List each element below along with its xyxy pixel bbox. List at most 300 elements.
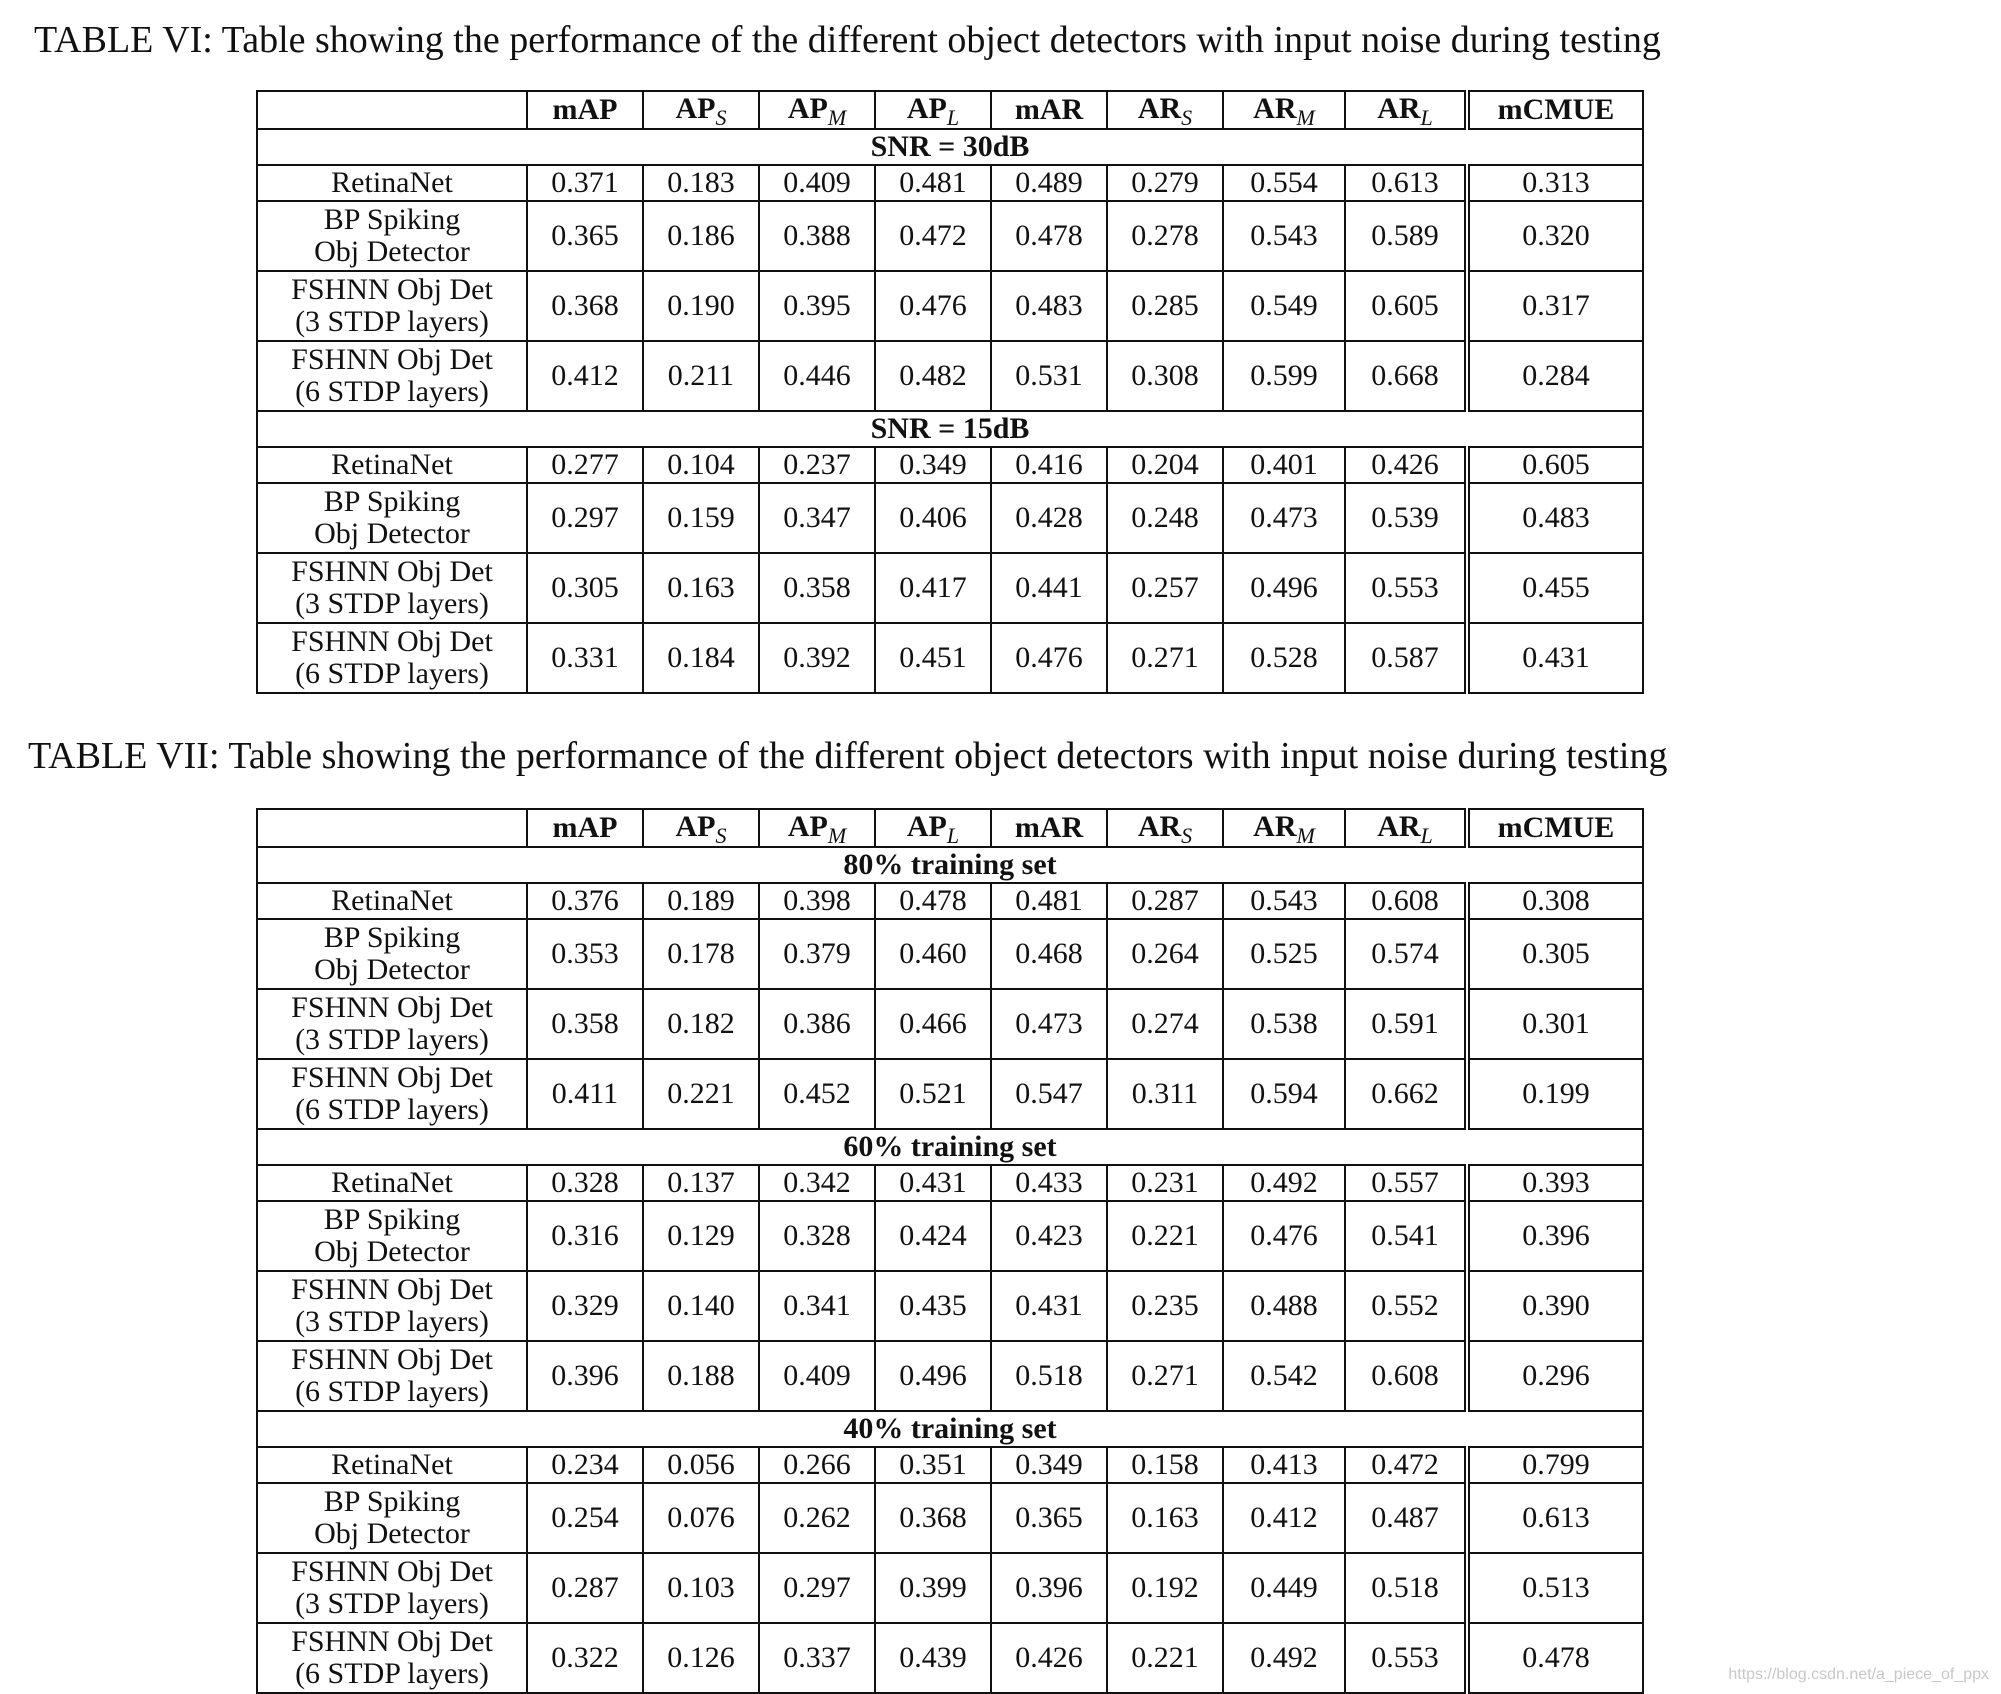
- metric-value-cell: 0.538: [1223, 989, 1345, 1059]
- model-name-line: (6 STDP layers): [295, 657, 489, 690]
- metric-value-cell: 0.221: [1107, 1201, 1223, 1271]
- model-name-line: (3 STDP layers): [295, 1305, 489, 1338]
- column-header: [1107, 809, 1223, 847]
- column-header-label: mAR: [1014, 93, 1084, 126]
- metric-value-cell: 0.163: [1107, 1483, 1223, 1553]
- metric-value-cell: 0.513: [1467, 1553, 1643, 1623]
- table-row: [257, 447, 1643, 483]
- metric-value-cell: 0.076: [643, 1483, 759, 1553]
- metric-value-cell: 0.103: [643, 1553, 759, 1623]
- section-row: [257, 129, 1643, 165]
- metric-value-cell: 0.411: [527, 1059, 643, 1129]
- metric-value-cell: 0.483: [991, 271, 1107, 341]
- column-header-subscript: L: [946, 823, 960, 847]
- metric-value-cell: 0.449: [1223, 1553, 1345, 1623]
- metric-value-cell: 0.413: [1223, 1447, 1345, 1483]
- model-name-cell: [257, 1447, 527, 1483]
- metric-value-cell: 0.574: [1345, 919, 1467, 989]
- model-name-line: Obj Detector: [314, 517, 470, 550]
- watermark: https://blog.csdn.net/a_piece_of_ppx: [1728, 1666, 1989, 1683]
- metric-value-cell: 0.313: [1467, 165, 1643, 201]
- metric-value-cell: 0.599: [1223, 341, 1345, 411]
- metric-value-cell: 0.287: [1107, 883, 1223, 919]
- column-header: [643, 91, 759, 129]
- metric-value-cell: 0.341: [759, 1271, 875, 1341]
- metric-value-cell: 0.424: [875, 1201, 991, 1271]
- model-name-line: FSHNN Obj Det: [291, 343, 493, 376]
- metric-value-cell: 0.379: [759, 919, 875, 989]
- model-name-cell: [257, 165, 527, 201]
- model-name-line: FSHNN Obj Det: [291, 625, 493, 658]
- section-row: [257, 847, 1643, 883]
- metric-value-cell: 0.423: [991, 1201, 1107, 1271]
- metric-value-cell: 0.349: [875, 447, 991, 483]
- model-name-line: Obj Detector: [314, 1517, 470, 1550]
- metric-value-cell: 0.188: [643, 1341, 759, 1411]
- metric-value-cell: 0.518: [991, 1341, 1107, 1411]
- metric-value-cell: 0.543: [1223, 201, 1345, 271]
- table-row: [257, 623, 1643, 693]
- metric-value-cell: 0.192: [1107, 1553, 1223, 1623]
- metric-value-cell: 0.416: [991, 447, 1107, 483]
- metric-value-cell: 0.388: [759, 201, 875, 271]
- model-name-cell: [257, 1553, 527, 1623]
- column-header: [1345, 91, 1467, 129]
- column-header: [1467, 809, 1643, 847]
- metric-value-cell: 0.476: [991, 623, 1107, 693]
- metric-value-cell: 0.605: [1345, 271, 1467, 341]
- metric-value-cell: 0.358: [759, 553, 875, 623]
- metric-value-cell: 0.472: [875, 201, 991, 271]
- metric-value-cell: 0.365: [527, 201, 643, 271]
- metric-value-cell: 0.446: [759, 341, 875, 411]
- metric-value-cell: 0.489: [991, 165, 1107, 201]
- table-row: [257, 1623, 1643, 1693]
- metric-value-cell: 0.296: [1467, 1341, 1643, 1411]
- model-name-line: (6 STDP layers): [295, 375, 489, 408]
- model-name-cell: [257, 919, 527, 989]
- table-row: [257, 989, 1643, 1059]
- metric-value-cell: 0.221: [643, 1059, 759, 1129]
- metric-value-cell: 0.393: [1467, 1165, 1643, 1201]
- metric-value-cell: 0.311: [1107, 1059, 1223, 1129]
- model-name-line: RetinaNet: [331, 884, 453, 917]
- metric-value-cell: 0.183: [643, 165, 759, 201]
- metric-value-cell: 0.441: [991, 553, 1107, 623]
- metric-value-cell: 0.248: [1107, 483, 1223, 553]
- metric-value-cell: 0.531: [991, 341, 1107, 411]
- metric-value-cell: 0.799: [1467, 1447, 1643, 1483]
- metric-value-cell: 0.460: [875, 919, 991, 989]
- metric-value-cell: 0.186: [643, 201, 759, 271]
- metric-value-cell: 0.452: [759, 1059, 875, 1129]
- metric-value-cell: 0.199: [1467, 1059, 1643, 1129]
- model-name-line: (3 STDP layers): [295, 305, 489, 338]
- table-row: [257, 1201, 1643, 1271]
- metric-value-cell: 0.277: [527, 447, 643, 483]
- column-header-subscript: L: [1420, 105, 1433, 129]
- model-name-line: Obj Detector: [314, 235, 470, 268]
- metric-value-cell: 0.234: [527, 1447, 643, 1483]
- metric-value-cell: 0.525: [1223, 919, 1345, 989]
- metric-value-cell: 0.342: [759, 1165, 875, 1201]
- metric-value-cell: 0.284: [1467, 341, 1643, 411]
- column-header-subscript: S: [715, 105, 727, 129]
- metric-value-cell: 0.482: [875, 341, 991, 411]
- table-row: [257, 1483, 1643, 1553]
- metric-value-cell: 0.668: [1345, 341, 1467, 411]
- model-name-line: BP Spiking: [323, 485, 461, 518]
- metric-value-cell: 0.140: [643, 1271, 759, 1341]
- column-header: [759, 91, 875, 129]
- metric-value-cell: 0.412: [527, 341, 643, 411]
- metric-value-cell: 0.305: [527, 553, 643, 623]
- metric-value-cell: 0.455: [1467, 553, 1643, 623]
- column-header-subscript: L: [946, 105, 960, 129]
- metric-value-cell: 0.184: [643, 623, 759, 693]
- table-row: [257, 201, 1643, 271]
- metric-value-cell: 0.662: [1345, 1059, 1467, 1129]
- model-name-line: BP Spiking: [323, 1203, 461, 1236]
- metric-value-cell: 0.316: [527, 1201, 643, 1271]
- table-row: [257, 1165, 1643, 1201]
- metric-value-cell: 0.322: [527, 1623, 643, 1693]
- column-header: [875, 809, 991, 847]
- section-row: [257, 411, 1643, 447]
- metric-value-cell: 0.398: [759, 883, 875, 919]
- table-row: [257, 271, 1643, 341]
- metric-value-cell: 0.496: [1223, 553, 1345, 623]
- model-name-line: FSHNN Obj Det: [291, 1555, 493, 1588]
- metric-value-cell: 0.487: [1345, 1483, 1467, 1553]
- column-header: [527, 91, 643, 129]
- column-header: [643, 809, 759, 847]
- metric-value-cell: 0.541: [1345, 1201, 1467, 1271]
- metric-value-cell: 0.473: [991, 989, 1107, 1059]
- metric-value-cell: 0.396: [527, 1341, 643, 1411]
- column-header-subscript: M: [1296, 823, 1315, 847]
- section-row: [257, 1129, 1643, 1165]
- metric-value-cell: 0.279: [1107, 165, 1223, 201]
- model-name-line: (6 STDP layers): [295, 1093, 489, 1126]
- metric-value-cell: 0.204: [1107, 447, 1223, 483]
- metric-value-cell: 0.552: [1345, 1271, 1467, 1341]
- metric-value-cell: 0.426: [1345, 447, 1467, 483]
- metric-value-cell: 0.488: [1223, 1271, 1345, 1341]
- metric-value-cell: 0.137: [643, 1165, 759, 1201]
- metric-value-cell: 0.543: [1223, 883, 1345, 919]
- model-name-cell: [257, 447, 527, 483]
- table-row: [257, 1341, 1643, 1411]
- column-header: [527, 809, 643, 847]
- metric-value-cell: 0.417: [875, 553, 991, 623]
- section-title: 40% training set: [257, 1411, 1643, 1447]
- metric-value-cell: 0.608: [1345, 883, 1467, 919]
- metric-value-cell: 0.409: [759, 1341, 875, 1411]
- model-name-line: RetinaNet: [331, 1166, 453, 1199]
- metric-value-cell: 0.274: [1107, 989, 1223, 1059]
- metric-value-cell: 0.328: [527, 1165, 643, 1201]
- metric-value-cell: 0.390: [1467, 1271, 1643, 1341]
- section-row: [257, 1411, 1643, 1447]
- model-name-line: FSHNN Obj Det: [291, 1273, 493, 1306]
- metric-value-cell: 0.481: [875, 165, 991, 201]
- model-name-cell: [257, 1271, 527, 1341]
- column-header-label: AR: [1137, 810, 1182, 843]
- metric-value-cell: 0.365: [991, 1483, 1107, 1553]
- column-header: [759, 809, 875, 847]
- model-name-cell: [257, 1623, 527, 1693]
- model-name-line: Obj Detector: [314, 953, 470, 986]
- metric-value-cell: 0.211: [643, 341, 759, 411]
- metric-value-cell: 0.528: [1223, 623, 1345, 693]
- metric-value-cell: 0.395: [759, 271, 875, 341]
- table-vi-caption: TABLE VI: Table showing the performance of the different object detectors with input noise during testing: [34, 19, 1661, 61]
- column-header-label: mAR: [1014, 811, 1084, 844]
- metric-value-cell: 0.308: [1107, 341, 1223, 411]
- metric-value-cell: 0.308: [1467, 883, 1643, 919]
- metric-value-cell: 0.285: [1107, 271, 1223, 341]
- metric-value-cell: 0.235: [1107, 1271, 1223, 1341]
- metric-value-cell: 0.431: [1467, 623, 1643, 693]
- metric-value-cell: 0.278: [1107, 201, 1223, 271]
- model-name-line: (6 STDP layers): [295, 1375, 489, 1408]
- metric-value-cell: 0.271: [1107, 1341, 1223, 1411]
- metric-value-cell: 0.435: [875, 1271, 991, 1341]
- metric-value-cell: 0.547: [991, 1059, 1107, 1129]
- column-header-label: AR: [1377, 92, 1421, 125]
- metric-value-cell: 0.396: [991, 1553, 1107, 1623]
- model-name-cell: [257, 623, 527, 693]
- metric-value-cell: 0.478: [1467, 1623, 1643, 1693]
- model-name-cell: [257, 483, 527, 553]
- metric-value-cell: 0.178: [643, 919, 759, 989]
- metric-value-cell: 0.104: [643, 447, 759, 483]
- model-name-line: FSHNN Obj Det: [291, 991, 493, 1024]
- column-header-subscript: M: [827, 823, 847, 847]
- model-name-line: BP Spiking: [323, 921, 461, 954]
- table-row: [257, 883, 1643, 919]
- column-header: [991, 809, 1107, 847]
- column-header-label: AP: [675, 92, 716, 125]
- model-name-cell: [257, 883, 527, 919]
- model-name-line: FSHNN Obj Det: [291, 1343, 493, 1376]
- model-name-line: FSHNN Obj Det: [291, 273, 493, 306]
- column-header-label: mCMUE: [1497, 93, 1615, 126]
- metric-value-cell: 0.347: [759, 483, 875, 553]
- model-name-line: (3 STDP layers): [295, 1587, 489, 1620]
- metric-value-cell: 0.589: [1345, 201, 1467, 271]
- metric-value-cell: 0.483: [1467, 483, 1643, 553]
- model-name-cell: [257, 1341, 527, 1411]
- section-title: 80% training set: [257, 847, 1643, 883]
- metric-value-cell: 0.428: [991, 483, 1107, 553]
- metric-value-cell: 0.476: [1223, 1201, 1345, 1271]
- metric-value-cell: 0.190: [643, 271, 759, 341]
- metric-value-cell: 0.481: [991, 883, 1107, 919]
- metric-value-cell: 0.553: [1345, 553, 1467, 623]
- table-vii: [256, 808, 1644, 1694]
- column-header-label: AR: [1253, 810, 1297, 843]
- metric-value-cell: 0.189: [643, 883, 759, 919]
- table-vi: [256, 90, 1644, 694]
- column-header-label: AP: [787, 92, 828, 125]
- metric-value-cell: 0.392: [759, 623, 875, 693]
- metric-value-cell: 0.158: [1107, 1447, 1223, 1483]
- metric-value-cell: 0.613: [1345, 165, 1467, 201]
- model-name-cell: [257, 201, 527, 271]
- metric-value-cell: 0.320: [1467, 201, 1643, 271]
- metric-value-cell: 0.271: [1107, 623, 1223, 693]
- model-name-cell: [257, 989, 527, 1059]
- metric-value-cell: 0.358: [527, 989, 643, 1059]
- section-title: 60% training set: [257, 1129, 1643, 1165]
- table-row: [257, 341, 1643, 411]
- model-name-line: RetinaNet: [331, 448, 453, 481]
- model-name-line: Obj Detector: [314, 1235, 470, 1268]
- metric-value-cell: 0.163: [643, 553, 759, 623]
- metric-value-cell: 0.129: [643, 1201, 759, 1271]
- table-row: [257, 1447, 1643, 1483]
- column-header-subscript: M: [827, 105, 847, 129]
- section-title: SNR = 30dB: [257, 129, 1643, 165]
- metric-value-cell: 0.376: [527, 883, 643, 919]
- metric-value-cell: 0.237: [759, 447, 875, 483]
- column-header: [1223, 809, 1345, 847]
- model-name-cell: [257, 553, 527, 623]
- column-header-subscript: L: [1420, 823, 1433, 847]
- model-name-cell: [257, 1201, 527, 1271]
- model-name-cell: [257, 1483, 527, 1553]
- model-name-line: (3 STDP layers): [295, 1023, 489, 1056]
- metric-value-cell: 0.468: [991, 919, 1107, 989]
- metric-value-cell: 0.396: [1467, 1201, 1643, 1271]
- table-row: [257, 1271, 1643, 1341]
- model-name-line: FSHNN Obj Det: [291, 1061, 493, 1094]
- metric-value-cell: 0.351: [875, 1447, 991, 1483]
- column-header-label: mCMUE: [1497, 811, 1615, 844]
- metric-value-cell: 0.466: [875, 989, 991, 1059]
- table-row: [257, 553, 1643, 623]
- column-header: [875, 91, 991, 129]
- model-name-line: FSHNN Obj Det: [291, 1625, 493, 1658]
- metric-value-cell: 0.549: [1223, 271, 1345, 341]
- metric-value-cell: 0.368: [527, 271, 643, 341]
- corner-cell: [257, 91, 527, 129]
- metric-value-cell: 0.605: [1467, 447, 1643, 483]
- column-header-label: AR: [1253, 92, 1297, 125]
- metric-value-cell: 0.317: [1467, 271, 1643, 341]
- metric-value-cell: 0.478: [875, 883, 991, 919]
- metric-value-cell: 0.472: [1345, 1447, 1467, 1483]
- column-header-label: AP: [787, 810, 828, 843]
- corner-cell: [257, 809, 527, 847]
- metric-value-cell: 0.426: [991, 1623, 1107, 1693]
- table-vii-caption: TABLE VII: Table showing the performance of the different object detectors with input noise during testing: [28, 735, 1668, 777]
- column-header-label: mAP: [552, 93, 618, 126]
- metric-value-cell: 0.297: [527, 483, 643, 553]
- metric-value-cell: 0.329: [527, 1271, 643, 1341]
- metric-value-cell: 0.182: [643, 989, 759, 1059]
- model-name-line: BP Spiking: [323, 1485, 461, 1518]
- model-name-line: RetinaNet: [331, 166, 453, 199]
- table-row: [257, 165, 1643, 201]
- metric-value-cell: 0.521: [875, 1059, 991, 1129]
- model-name-cell: [257, 271, 527, 341]
- model-name-cell: [257, 341, 527, 411]
- column-header-subscript: M: [1296, 105, 1315, 129]
- metric-value-cell: 0.554: [1223, 165, 1345, 201]
- metric-value-cell: 0.353: [527, 919, 643, 989]
- metric-value-cell: 0.287: [527, 1553, 643, 1623]
- metric-value-cell: 0.231: [1107, 1165, 1223, 1201]
- metric-value-cell: 0.368: [875, 1483, 991, 1553]
- metric-value-cell: 0.301: [1467, 989, 1643, 1059]
- metric-value-cell: 0.371: [527, 165, 643, 201]
- table-row: [257, 1059, 1643, 1129]
- column-header-label: mAP: [552, 811, 618, 844]
- header-row: [257, 809, 1643, 847]
- metric-value-cell: 0.056: [643, 1447, 759, 1483]
- metric-value-cell: 0.399: [875, 1553, 991, 1623]
- metric-value-cell: 0.126: [643, 1623, 759, 1693]
- column-header: [1345, 809, 1467, 847]
- column-header-subscript: S: [1181, 823, 1193, 847]
- metric-value-cell: 0.331: [527, 623, 643, 693]
- metric-value-cell: 0.412: [1223, 1483, 1345, 1553]
- column-header-label: AP: [906, 810, 947, 843]
- column-header: [1467, 91, 1643, 129]
- metric-value-cell: 0.608: [1345, 1341, 1467, 1411]
- metric-value-cell: 0.386: [759, 989, 875, 1059]
- metric-value-cell: 0.159: [643, 483, 759, 553]
- metric-value-cell: 0.473: [1223, 483, 1345, 553]
- metric-value-cell: 0.542: [1223, 1341, 1345, 1411]
- metric-value-cell: 0.492: [1223, 1623, 1345, 1693]
- metric-value-cell: 0.478: [991, 201, 1107, 271]
- metric-value-cell: 0.349: [991, 1447, 1107, 1483]
- model-name-cell: [257, 1165, 527, 1201]
- column-header: [1107, 91, 1223, 129]
- metric-value-cell: 0.401: [1223, 447, 1345, 483]
- metric-value-cell: 0.587: [1345, 623, 1467, 693]
- metric-value-cell: 0.539: [1345, 483, 1467, 553]
- metric-value-cell: 0.594: [1223, 1059, 1345, 1129]
- table-row: [257, 919, 1643, 989]
- metric-value-cell: 0.439: [875, 1623, 991, 1693]
- metric-value-cell: 0.221: [1107, 1623, 1223, 1693]
- metric-value-cell: 0.406: [875, 483, 991, 553]
- section-title: SNR = 15dB: [257, 411, 1643, 447]
- metric-value-cell: 0.476: [875, 271, 991, 341]
- metric-value-cell: 0.613: [1467, 1483, 1643, 1553]
- table-row: [257, 483, 1643, 553]
- metric-value-cell: 0.518: [1345, 1553, 1467, 1623]
- metric-value-cell: 0.433: [991, 1165, 1107, 1201]
- model-name-line: FSHNN Obj Det: [291, 555, 493, 588]
- metric-value-cell: 0.262: [759, 1483, 875, 1553]
- table-row: [257, 1553, 1643, 1623]
- metric-value-cell: 0.328: [759, 1201, 875, 1271]
- metric-value-cell: 0.337: [759, 1623, 875, 1693]
- metric-value-cell: 0.591: [1345, 989, 1467, 1059]
- metric-value-cell: 0.305: [1467, 919, 1643, 989]
- column-header-label: AP: [906, 92, 947, 125]
- column-header: [1223, 91, 1345, 129]
- model-name-line: RetinaNet: [331, 1448, 453, 1481]
- model-name-line: (3 STDP layers): [295, 587, 489, 620]
- metric-value-cell: 0.451: [875, 623, 991, 693]
